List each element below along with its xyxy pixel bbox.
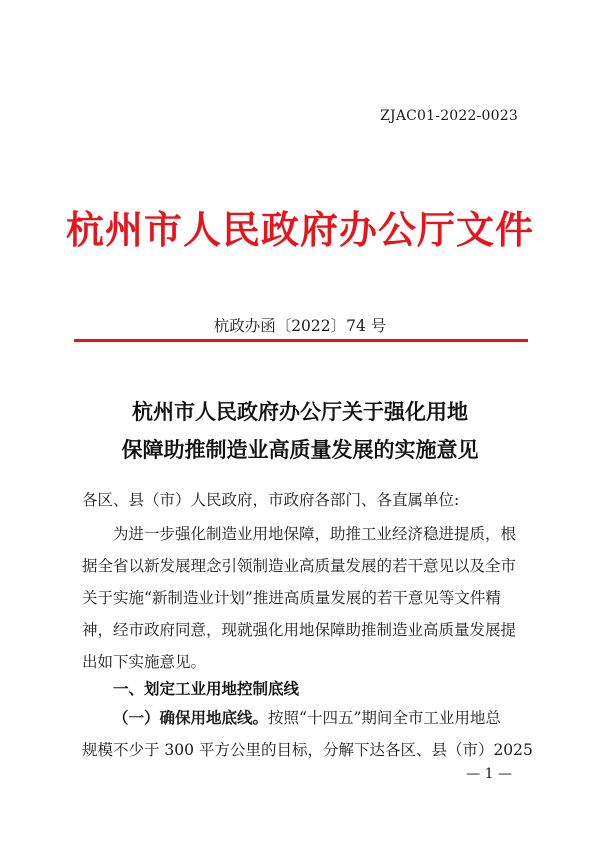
section-heading: 一、划定工业用地控制底线 — [113, 680, 300, 698]
paragraph-line: 据全省以新发展理念引领制造业高质量发展的若干意见以及全市 — [82, 557, 517, 575]
paragraph-section1 — [82, 702, 533, 766]
document-number: 杭政办函〔2022〕74 号 — [213, 317, 387, 335]
document-title — [0, 393, 600, 469]
paragraph-line: 规模不少于 300 平方公里的目标，分解下达各区、县（市）2025 — [82, 741, 533, 759]
subsection-label: （一）确保用地底线。 — [113, 708, 269, 727]
addressee-line: 各区、县（市）人民政府，市政府各部门、各直属单位: — [82, 491, 460, 509]
paragraph-line: 为进一步强化制造业用地保障，助推工业经济稳进提质，根 — [113, 525, 517, 543]
paragraph-line: 出如下实施意见。 — [82, 653, 207, 671]
page-number: — 1 — — [466, 766, 512, 782]
paragraph-text: 按照“十四五”期间全市工业用地总 — [268, 709, 501, 727]
title-line-1: 杭州市人民政府办公厅关于强化用地 — [132, 399, 468, 424]
title-line-2: 保障助推制造业高质量发展的实施意见 — [121, 437, 479, 462]
red-divider-line — [74, 339, 528, 342]
paragraph-line — [82, 702, 522, 734]
document-code: ZJAC01-2022-0023 — [380, 108, 518, 124]
paragraph-intro — [82, 518, 522, 678]
paragraph-line: 关于实施“新制造业计划”推进高质量发展的若干意见等文件精 — [82, 589, 501, 607]
paragraph-line: 神，经市政府同意，现就强化用地保障助推制造业高质量发展提 — [82, 621, 517, 639]
masthead-title: 杭州市人民政府办公厅文件 — [65, 207, 534, 252]
